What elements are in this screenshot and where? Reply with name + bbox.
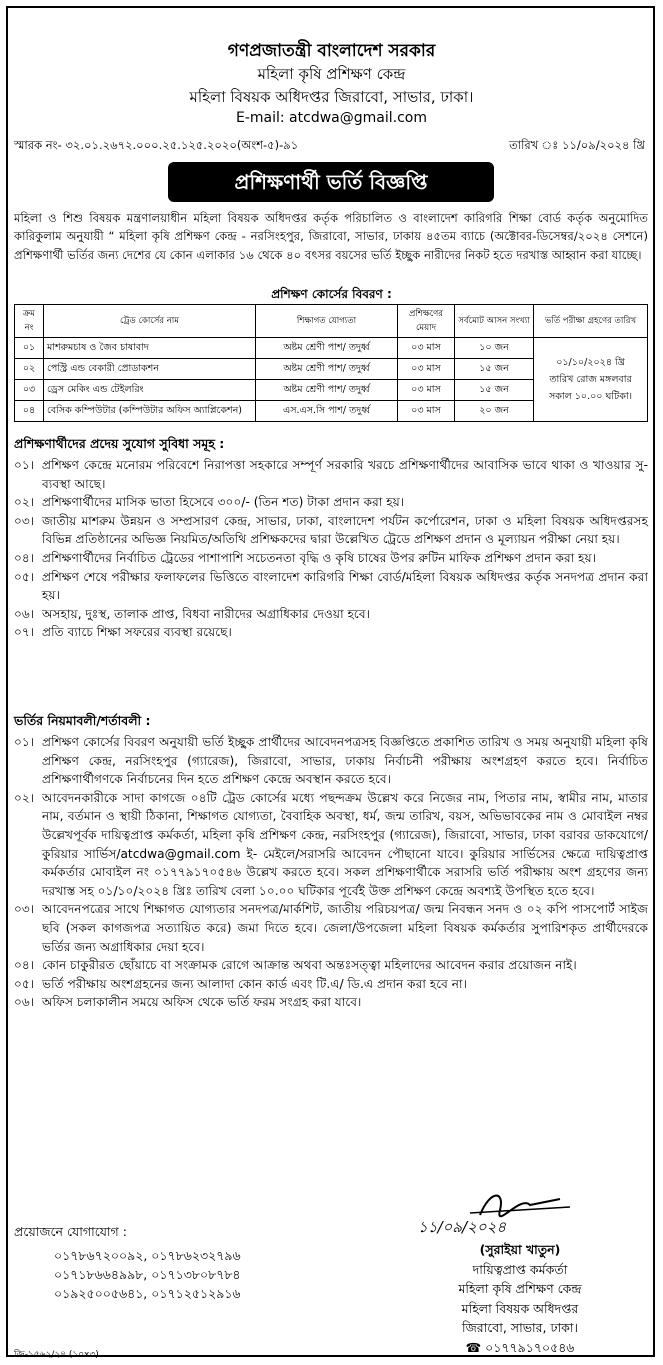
cell-duration: ০৩ মাস (398, 380, 455, 401)
table-header-row (15, 305, 648, 338)
cell-duration: ০৩ মাস (398, 338, 455, 359)
item-number: ০৩। (14, 902, 35, 917)
cell-qualification: অষ্টম শ্রেণী পাশ/ তদুর্ধ্ব (256, 338, 398, 359)
exam-day: তারিখ রোজ মঙ্গলবার (549, 374, 632, 385)
exam-date: ০১/১০/২০২৪ খ্রি (556, 357, 625, 368)
list-item (14, 733, 648, 789)
cell-serial: ০৪ (15, 401, 44, 422)
cell-serial: ০২ (15, 359, 44, 380)
cell-seats: ১৫ জন (455, 359, 534, 380)
center-name: মহিলা কৃষি প্রশিক্ষণ কেন্দ্র (257, 65, 406, 83)
item-text: প্রশিক্ষণ শেষে পরীক্ষার ফলাফলের ভিত্তিতে বাংলাদেশ কারিগরি শিক্ষা বোর্ড/মহিলা বিষয়ক অধিদপ্তর কর্তৃক সনদপত্র প্রদান করা হয়। (42, 569, 648, 603)
header-serial: ক্রম নং (15, 305, 44, 338)
item-text: জাতীয় মাশরুম উন্নয়ন ও সম্প্রসারণ কেন্দ্র, সাভার, ঢাকা, বাংলাদেশ পর্যটন কর্পোরেশন, ঢাকা ও মহিলা বিষয়ক অধিদপ্তরসহ বিভিন্ন প্রতিষ্ঠানের অভিজ্ঞ নিয়মিত/অতিথি প্রশিক্ষকদের দ্বারা উল্লেখিত ট্রেডে প্রশিক্ষণ প্রদান ও মূল্যায়ন পরীক্ষা নেয়া হয়। (42, 513, 648, 547)
cell-seats: ১৫ জন (455, 380, 534, 401)
list-item (14, 493, 648, 512)
list-item (14, 605, 648, 624)
rules-heading: ভর্তির নিয়মাবলী/শর্তাবলী : (14, 713, 151, 728)
item-text: প্রশিক্ষণার্থীদের নির্বাচিত ট্রেডের পাশাপাশি সচেতনতা বৃদ্ধি ও কৃষি চাষের উপর রুটিন মাফিক প্রশিক্ষণ প্রদান করা হয়। (42, 550, 597, 565)
cell-exam-date (534, 338, 648, 422)
item-number: ০৫। (14, 569, 35, 584)
item-number: ০৫। (14, 976, 35, 991)
cell-trade: পেস্ট্রি এন্ড বেকারী প্রোডাকশন (44, 359, 256, 380)
cell-trade: বেসিক কম্পিউটার (কম্পিউটার অফিস অ্যাপ্লিকেশন) (44, 401, 256, 422)
cell-qualification: অষ্টম শ্রেণী পাশ/ তদুর্ধ্ব (256, 359, 398, 380)
signatory-name: (সুরাইয়া খাতুন) (479, 1242, 561, 1257)
signatory-block (410, 1240, 630, 1357)
header-exam-date: ভর্তি পরীক্ষা গ্রহণের তারিখ (534, 305, 648, 338)
benefits-heading: প্রশিক্ষণার্থীদের প্রদেয় সুযোগ সুবিধা সমূহ : (14, 436, 225, 451)
item-text: কোন চাকুরীরত ছোঁয়াচে বা সংক্রামক রোগে আক্রান্ত অথবা অন্তঃসত্ত্বা মহিলাদের আবেদন করার প্রয়োজন নাই। (42, 958, 577, 973)
item-text: ভর্তি পরীক্ষায় অংশগ্রহনের জন্য আলাদা কোন কার্ড এবং টি.এ/ ডি.এ প্রদান করা হবে না। (42, 976, 467, 991)
table-row (15, 338, 648, 359)
item-number: ০৬। (14, 995, 35, 1010)
list-item (14, 956, 648, 975)
list-item (14, 568, 648, 605)
contact-phones (54, 1246, 241, 1303)
item-text: অসহায়, দুঃস্থ, তালাক প্রাপ্ত, বিধবা নারীদের অগ্রাধিকার দেওয়া হবে। (42, 606, 370, 621)
item-number: ০৪। (14, 958, 35, 973)
item-text: প্রতি ব্যাচে শিক্ষা সফরের ব্যবস্থা রয়েছে। (42, 625, 232, 640)
list-item (14, 549, 648, 568)
signatory-org: মহিলা কৃষি প্রশিক্ষণ কেন্দ্র (458, 1281, 582, 1296)
list-item (14, 993, 648, 1012)
signature-date: ১১/০৯/২০২৪ (418, 1218, 507, 1236)
signatory-dept: মহিলা বিষয়ক অধিদপ্তর (461, 1300, 579, 1316)
cell-trade: ড্রেস মেকিং এন্ড টেইলরিং (44, 380, 256, 401)
item-text: প্রশিক্ষণার্থীদের মাসিক ভাতা হিসেবে ৩০০/- (তিন শত) টাকা প্রদান করা হয়। (42, 495, 405, 510)
item-text: আবেদনপত্রের সাথে শিক্ষাগত যোগ্যতার সনদপত্র/মার্কশিট, জাতীয় পরিচয়পত্র/ জন্ম নিবন্ধন সনদ ও ০২ কপি পাসপোর্ট সাইজ ছবি (সকল কাগজপত্র সত্যায়িত করে) জমা দিতে হবে। জেলা/উপজেলা মহিলা বিষয়ক কর্মকর্তার সুপারিশকৃত প্রার্থীদেরকে ভর্তির জন্য অগ্রাধিকার দেয়া হবে। (42, 902, 648, 954)
footer-code: জি-১৫৬২/২৪ (১০x৩) (14, 1350, 99, 1360)
government-title: গণপ্রজাতন্ত্রী বাংলাদেশ সরকার (227, 41, 436, 61)
cell-serial: ০৩ (15, 380, 44, 401)
item-number: ০৬। (14, 606, 35, 621)
cell-seats: ১০ জন (455, 338, 534, 359)
signatory-designation: দায়িত্বপ্রাপ্ত কর্মকর্তা (472, 1261, 568, 1277)
item-number: ০১। (14, 735, 35, 749)
header-duration: প্রশিক্ষণের মেয়াদ (398, 305, 455, 338)
email-line: E-mail: atcdwa@gmail.com (236, 110, 427, 126)
list-item (14, 623, 648, 642)
rules-list (14, 733, 648, 1012)
list-item (14, 900, 648, 956)
signatory-phone: ☎ ০১৭৭৯১৭০৫৪৬ (465, 1339, 575, 1355)
item-text: আবেদনকারীকে সাদা কাগজে ০৪টি ট্রেড কোর্সের মধ্যে পছন্দক্রম উল্লেখ করে নিজের নাম, পিতার নাম, স্বামীর নাম, মাতার নাম, বর্তমান ও স্থায়ী ঠিকানা, শিক্ষাগত যোগ্যতা, বৈবাহিক অবস্থা, ধর্ম, জন্ম তারিখ, বয়স, অভিভাবকের নাম ও মোবাইল নম্বর উল্লেখপূর্বক দায়িত্বপ্রাপ্ত কর্মকর্তা, মহিলা কৃষি প্রশিক্ষণ কেন্দ্র, নরসিংহপুর (গ্যারেজ), জিরাবো, সাভার, ঢাকা বরাবর ডাকযোগে/কুরিয়ার সার্ভিস/atcdwa@gmail.com ই- মেইলে/সরাসরি আবেদন পৌছানো যাবে। কুরিয়ার সার্ভিসের ক্ষেত্রে দায়িত্বপ্রাপ্ত কর্মকর্তার মোবাইল নং ০১৭৭৯১৭০৫৪৬ উল্লেখ করতে হবে। সকল প্রশিক্ষণার্থীকে সরাসরি ভর্তি পরীক্ষায় অংশ গ্রহণের জন্য দরখাস্ত সহ ০১/১০/২০২৪ খ্রিঃ তারিখ বেলা ১০.০০ ঘটিকার পূর্বেই উক্ত প্রশিক্ষণ কেন্দ্রে অবশ্যই উপস্থিত হতে হবে। (42, 790, 649, 898)
item-number: ০২। (14, 495, 35, 510)
list-item (14, 456, 648, 493)
item-number: ০১। (14, 458, 35, 472)
item-number: ০৩। (14, 513, 35, 528)
cell-serial: ০১ (15, 338, 44, 359)
notice-banner: প্রশিক্ষণার্থী ভর্তি বিজ্ঞপ্তি (168, 162, 494, 202)
header-qualification: শিক্ষাগত যোগ্যতা (256, 305, 398, 338)
exam-time: সকাল ১০.০০ ঘটিকা। (548, 391, 633, 402)
list-item (14, 975, 648, 994)
cell-qualification: এস.এস.সি পাশ/ তদুর্ধ্ব (256, 401, 398, 422)
item-number: ০৭। (14, 625, 35, 640)
phone-line: ০১৭৮৬৭২০০৯২, ০১৭৮৬২৩২৭৯৬ (54, 1248, 241, 1263)
cell-duration: ০৩ মাস (398, 401, 455, 422)
course-table (14, 304, 648, 422)
cell-duration: ০৩ মাস (398, 359, 455, 380)
cell-qualification: অষ্টম শ্রেণী পাশ/ তদুর্ধ্ব (256, 380, 398, 401)
phone-line: ০১৭১৮৬৬৪৯৯৮, ০১৭১৩৮০৮৭৮৪ (54, 1267, 241, 1282)
item-text: অফিস চলাকালীন সময়ে অফিস থেকে ভর্তি ফরম সংগ্রহ করা যাবে। (42, 995, 362, 1010)
intro-paragraph: মহিলা ও শিশু বিষয়ক মন্ত্রণালয়াধীন মহিলা বিষয়ক অধিদপ্তর কর্তৃক পরিচালিত ও বাংলাদেশ কারিগরি শিক্ষা বোর্ড কর্তৃক অনুমোদিত কারিকুলাম অনুযায়ী “ মহিলা কৃষি প্রশিক্ষণ কেন্দ্র - নরসিংহপুর, জিরাবো, সাভার, ঢাকায় ৪৫তম ব্যাচে (অক্টোবর-ডিসেম্বর/২০২৪ সেশনে) প্রশিক্ষণার্থী ভর্তির জন্য দেশের যে কোন এলাকার ১৬ থেকে ৪০ বৎসর বয়সের ভর্তি ইচ্ছুক নারীদের নিকট হতে দরখাস্ত আহ্বান করা যাচ্ছে। (14, 211, 648, 262)
header-seats: সর্বমোট আসন সংখ্যা (455, 305, 534, 338)
contact-heading: প্রয়োজনে যোগাযোগ : (14, 1224, 127, 1239)
item-text: প্রশিক্ষণ কেন্দ্রে মনোরম পরিবেশে নিরাপত্তা সহকারে সম্পূর্ণ সরকারি খরচে প্রশিক্ষণার্থীদের আবাসিক ভাবে থাকা ও খাওয়ার সু-ব্যবস্থা আছে। (42, 458, 648, 491)
memo-number: স্মারক নং- ৩২.০১.২৬৭২.০০০.২৫.১২৫.২০২০(অংশ-৫)-৯১ (14, 138, 299, 152)
list-item (14, 789, 648, 901)
table-caption: প্রশিক্ষণ কোর্সের বিবরণ : (271, 287, 392, 301)
item-number: ০২। (14, 790, 35, 805)
phone-line: ০১৯২৫০০৫৬৪১, ০১৭১২৫১২৯১৬ (54, 1286, 241, 1301)
header-trade: ট্রেড কোর্সের নাম (44, 305, 256, 338)
item-text: প্রশিক্ষণ কোর্সের বিবরণ অনুযায়ী ভর্তি ইচ্ছুক প্রার্থীদের আবেদনপত্রসহ বিজ্ঞপ্তিতে প্রকাশিত তারিখ ও সময় অনুযায়ী মহিলা কৃষি প্রশিক্ষণ কেন্দ্র, নরসিংহপুর (গ্যারেজ), জিরাবো, সাভার, ঢাকায় নির্বাচনী পরীক্ষায় অংশগ্রহণ করতে হবে। নির্বাচিত প্রশিক্ষণার্থীগণকে নির্বাচনের দিন হতে প্রশিক্ষণ কেন্দ্রে অবস্থান করতে হবে। (42, 735, 648, 787)
center-address: মহিলা বিষয়ক অধিদপ্তর জিরাবো, সাভার, ঢাকা। (189, 88, 474, 106)
cell-seats: ২০ জন (455, 401, 534, 422)
signatory-place: জিরাবো, সাভার, ঢাকা। (462, 1320, 578, 1335)
benefits-list (14, 456, 648, 642)
notice-date: তারিখ ঃ ১১/০৯/২০২৪ খ্রি (509, 138, 645, 152)
item-number: ০৪। (14, 550, 35, 565)
list-item (14, 512, 648, 549)
cell-trade: মাশরুমচাষ ও জৈব চাষাবাদ (44, 338, 256, 359)
